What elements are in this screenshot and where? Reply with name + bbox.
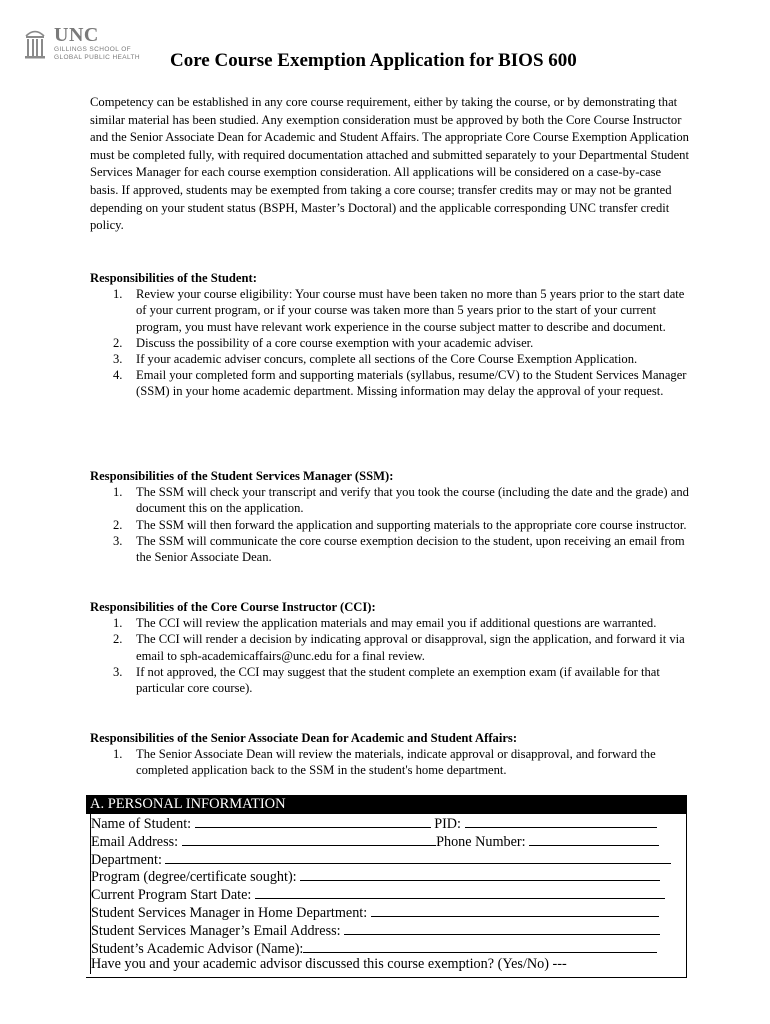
section-heading: Responsibilities of the Core Course Instructor (CCI): [90,600,376,614]
department-field[interactable] [165,850,671,864]
list-item: 1. Review your course eligibility: Your course must have been taken no more than 5 years prior to the start date of your current program, or if your course was taken more than 5 years prior to the start of your current program, you must have relevant work experience in the course subject matter to describe and document. [113,287,685,334]
logo-unc-text: UNC [54,24,99,46]
list-item: 3. The SSM will communicate the core course exemption decision to the student, upon receiving an email from the Senior Associate Dean. [113,533,685,565]
advisor-field[interactable] [303,939,657,953]
student-responsibilities [90,270,690,400]
intro-paragraph: Competency can be established in any core course requirement, either by taking the course, or by demonstrating that similar material has been studied. Any exemption consideration must be approved by both the Core Course Instructor and the Senior Associate Dean for Academic and Student Affairs. The appropriate Core Course Exemption Application must be completed fully, with required documentation attached and submitted separately to your Departmental Student Services Manager for each course exemption consideration. All applications will be considered on a case-by-case basis. If approved, students may be exempted from taking a core course; transfer credits may or may not be granted depending on your student status (BSPH, Master’s Doctoral) and the applicable corresponding UNC transfer credit policy. [90,95,689,233]
pid-label: PID: [434,816,461,832]
list-item: 1. The CCI will review the application materials and may email you if additional questions are warranted. [113,616,657,631]
list-item: 1. The Senior Associate Dean will review the materials, indicate approval or disapproval, and forward the completed application back to the SSM in the student's home department. [113,747,656,778]
start-date-label: Current Program Start Date: [91,887,252,904]
pid-field[interactable] [465,814,657,828]
ssm-label: Student Services Manager in Home Department: [91,904,368,921]
phone-label: Phone Number: [436,833,526,850]
department-row [91,850,685,868]
phone-field[interactable] [529,832,659,846]
advisor-row [91,939,685,957]
list-item: 3. If not approved, the CCI may suggest that the student complete an exemption exam (if available for that particular core course). [113,664,660,696]
start-date-row [91,885,685,903]
list-item: 2. The CCI will render a decision by indicating approval or disapproval, sign the application, and forward it via email to sph-academicaffairs@unc.edu for a final review. [113,632,685,663]
discussed-label: Have you and your academic advisor discussed this course exemption? (Yes/No) --- [91,956,567,973]
program-field[interactable] [300,867,660,881]
email-field[interactable] [182,832,436,846]
unc-logo [24,24,152,64]
personal-information-form [86,795,687,978]
list-item: 1. The SSM will check your transcript and verify that you took the course (including the date and the grade) and document this on the application. [113,485,689,516]
name-field[interactable] [195,814,431,828]
ssm-email-field[interactable] [344,921,660,935]
list-item: 4. Email your completed form and supporting materials (syllabus, resume/CV) to the Student Services Manager (SSM) in your home academic department. Missing information may delay the approval of your request. [113,368,687,399]
dean-responsibilities [90,730,690,779]
section-heading: Responsibilities of the Student: [90,271,257,285]
ssm-field[interactable] [371,903,659,917]
logo-school-text: GILLINGS SCHOOL OF GLOBAL PUBLIC HEALTH [54,46,141,61]
list-item: 3. If your academic adviser concurs, complete all sections of the Core Course Exemption Application. [113,352,638,367]
ssm-email-row [91,921,685,939]
ssm-email-label: Student Services Manager’s Email Address: [91,922,341,939]
cci-responsibilities [90,599,690,696]
advisor-label: Student’s Academic Advisor (Name): [91,940,304,957]
name-label: Name of Student: [91,816,192,832]
ssm-responsibilities [90,468,690,565]
list-item: 2. Discuss the possibility of a core course exemption with your academic adviser. [113,335,534,350]
start-date-field[interactable] [255,885,665,899]
ssm-row [91,903,685,921]
page-title: Core Course Exemption Application for BIOS 600 [170,50,577,71]
email-row [91,832,685,850]
list-item: 2. The SSM will then forward the application and supporting materials to the appropriate core course instructor. [113,517,687,532]
section-heading: Responsibilities of the Senior Associate Dean for Academic and Student Affairs: [90,731,518,745]
section-heading: Responsibilities of the Student Services Manager (SSM): [90,469,394,483]
old-well-icon [24,26,46,60]
program-label: Program (degree/certificate sought): [91,869,297,886]
department-label: Department: [91,851,162,868]
discussed-row [91,956,685,974]
form-heading: A. PERSONAL INFORMATION [86,795,346,814]
name-row [91,814,685,832]
email-label: Email Address: [91,833,179,850]
program-row [91,867,685,885]
